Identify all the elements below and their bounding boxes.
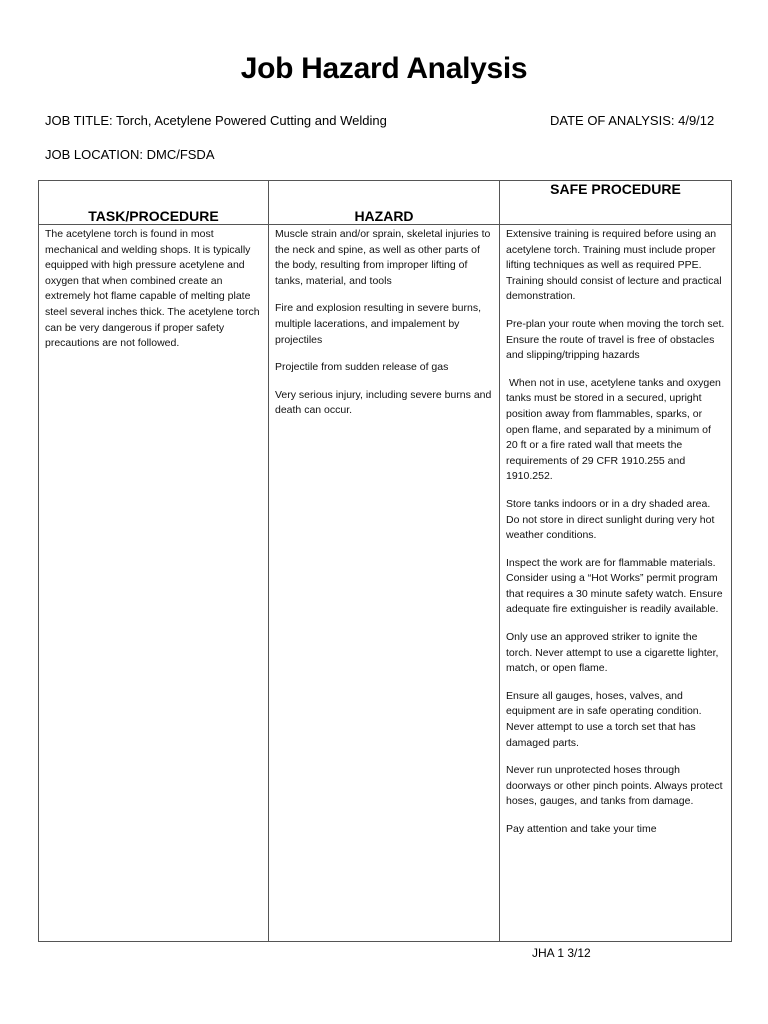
date-of-analysis: DATE OF ANALYSIS: 4/9/12	[550, 113, 715, 128]
hazard-item: Muscle strain and/or sprain, skeletal injuries to the neck and spine, as well as other parts of the body, resulting from improper lifting of tanks, material, and tools	[275, 228, 491, 287]
procedure-item: Pre-plan your route when moving the torch set. Ensure the route of travel is free of obstacles and slipping/tripping hazards	[506, 317, 725, 362]
hazard-analysis-table	[38, 180, 732, 942]
page-title: Job Hazard Analysis	[240, 52, 528, 85]
hazard-item: Projectile from sudden release of gas	[275, 361, 449, 374]
hazard-item: Very serious injury, including severe burns and death can occur.	[275, 388, 492, 417]
procedure-item: Only use an approved striker to ignite the torch. Never attempt to use a cigarette lighter, match, or open flame.	[506, 631, 719, 675]
procedure-item: When not in use, acetylene tanks and oxygen tanks must be stored in a secured, upright position away from flammables, sparks, or open flame, and separated by a minimum of 20 ft or a fire rated wall that meets the requirements of 29 CFR 1910.255 and 1910.252.	[506, 376, 721, 483]
table-header-row	[39, 181, 732, 225]
task-cell	[39, 225, 269, 942]
safe-procedure-cell	[500, 225, 732, 942]
procedure-item: Extensive training is required before using an acetylene torch. Training must include proper lifting techniques as well as required PPE. Training should consist of lecture and practical demonstration.	[506, 228, 722, 303]
procedure-item: Never run unprotected hoses through doorways or other pinch points. Always protect hoses, gauges, and tanks from damage.	[506, 764, 723, 808]
column-header-safe-procedure: SAFE PROCEDURE	[500, 181, 732, 225]
hazard-cell	[269, 225, 500, 942]
column-header-hazard: HAZARD	[269, 181, 500, 225]
hazard-item: Fire and explosion resulting in severe burns, multiple lacerations, and impalement by projectiles	[275, 302, 482, 346]
job-title: JOB TITLE: Torch, Acetylene Powered Cutting and Welding	[45, 113, 387, 128]
procedure-item: Pay attention and take your time	[506, 823, 657, 835]
table-row	[39, 225, 732, 942]
column-header-task: TASK/PROCEDURE	[39, 181, 269, 225]
procedure-item: Ensure all gauges, hoses, valves, and equipment are in safe operating condition. Never attempt to use a torch set that has damaged parts.	[506, 689, 702, 749]
procedure-item: Store tanks indoors or in a dry shaded area. Do not store in direct sunlight during very hot weather conditions.	[506, 497, 715, 542]
page-footer: JHA 1 3/12	[532, 946, 591, 960]
job-location: JOB LOCATION: DMC/FSDA	[45, 147, 215, 162]
task-description: The acetylene torch is found in most mechanical and welding shops. It is typically equipped with high pressure acetylene and oxygen that when combined create an extremely hot flame capable of melting plate steel several inches thick. The acetylene torch can be very dangerous if proper safety precautions are not followed.	[45, 228, 260, 350]
procedure-item: Inspect the work are for flammable materials. Consider using a “Hot Works” permit program that requires a 30 minute safety watch. Ensure adequate fire extinguisher is readily available.	[506, 556, 723, 616]
